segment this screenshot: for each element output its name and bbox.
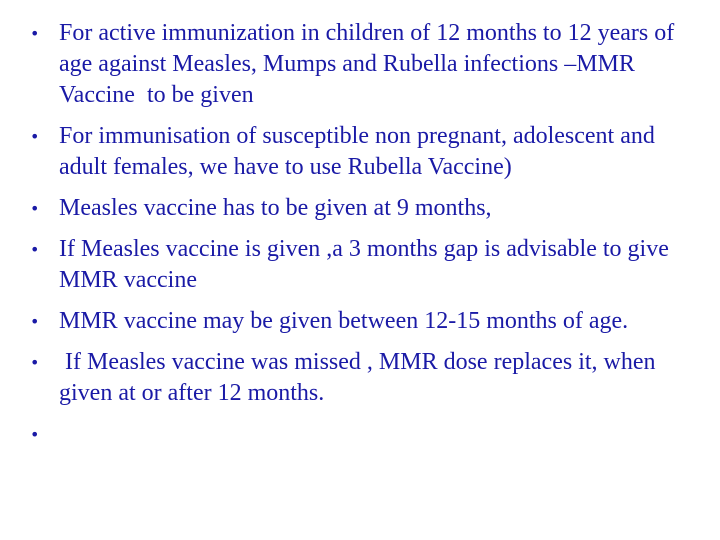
bullet-icon: •: [30, 353, 40, 372]
bullet-text: For active immunization in children of 12 months to 12 years of age against Measles, Mumps and Rubella infections –MMR Vaccine to be given: [59, 20, 681, 108]
bullet-icon: •: [30, 127, 40, 146]
list-item: [28, 234, 698, 296]
list-item: [28, 347, 698, 409]
bullet-text: For immunisation of susceptible non pregnant, adolescent and adult females, we have to use Rubella Vaccine): [59, 123, 661, 180]
bullet-list: [28, 18, 698, 460]
list-item: [28, 306, 698, 337]
bullet-icon: •: [30, 425, 40, 444]
bullet-text: If Measles vaccine was missed , MMR dose replaces it, when given at or after 12 months.: [59, 349, 662, 406]
list-item: [28, 18, 698, 111]
list-item: [28, 121, 698, 183]
bullet-icon: •: [30, 24, 40, 43]
bullet-icon: •: [30, 199, 40, 218]
bullet-text: MMR vaccine may be given between 12-15 months of age.: [59, 308, 629, 334]
bullet-icon: •: [30, 312, 40, 331]
list-item: [28, 419, 698, 450]
bullet-text: Measles vaccine has to be given at 9 months,: [59, 195, 492, 221]
bullet-text: If Measles vaccine is given ,a 3 months gap is advisable to give MMR vaccine: [59, 236, 675, 293]
list-item: [28, 193, 698, 224]
bullet-icon: •: [30, 240, 40, 259]
